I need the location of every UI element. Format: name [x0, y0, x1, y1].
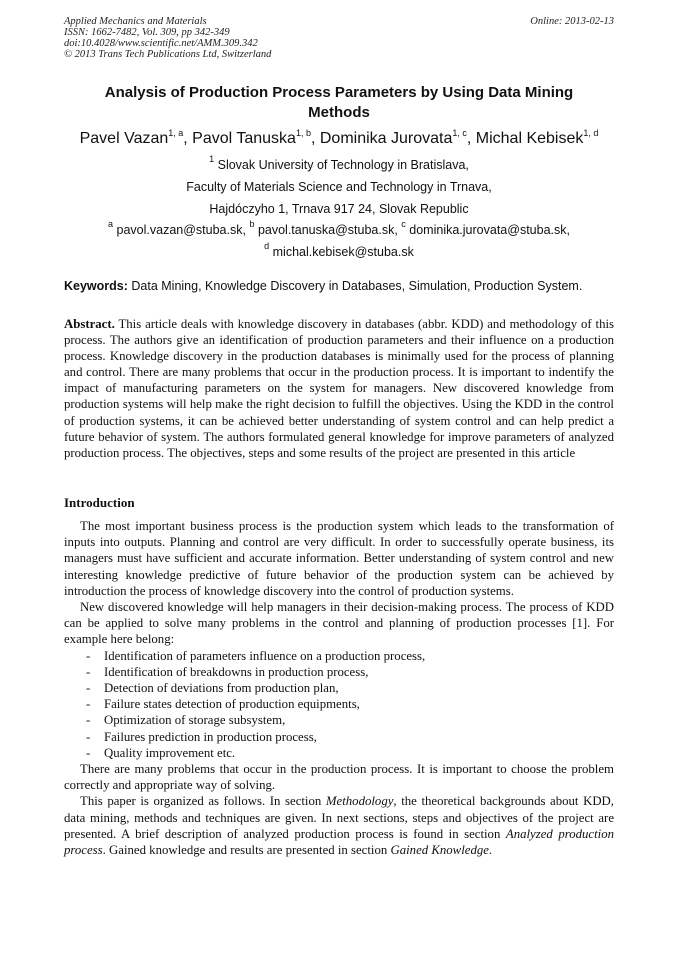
- section-reference: Gained Knowledge: [390, 843, 489, 858]
- email-sup: c: [401, 219, 406, 229]
- list-item-text: Failure states detection of production equipments,: [104, 697, 360, 712]
- list-item-text: Optimization of storage subsystem,: [104, 713, 286, 728]
- text-run: This paper is organized as follows. In section: [80, 794, 326, 809]
- doi-line: doi:10.4028/www.scientific.net/AMM.309.342: [64, 38, 258, 49]
- email-address: pavol.vazan@stuba.sk,: [116, 223, 246, 237]
- list-item: - Quality improvement etc.: [86, 745, 236, 760]
- list-item-text: Detection of deviations from production plan,: [104, 681, 339, 696]
- paragraph: [64, 793, 614, 858]
- abstract: [64, 316, 614, 461]
- journal-name: Applied Mechanics and Materials: [64, 16, 207, 27]
- email-sup: d: [264, 241, 270, 251]
- text-run: . Gained knowledge and results are presented in section: [102, 843, 391, 858]
- keywords-text: Data Mining, Knowledge Discovery in Databases, Simulation, Production System.: [131, 279, 583, 293]
- list-item: - Detection of deviations from production plan,: [86, 681, 339, 696]
- paragraph: The most important business process is the production system which leads to the transformation of inputs into outputs. Planning and control are very difficult. In order to successfully operate business, its managers must have sufficient and accurate information. Better understanding of system control and new interesting knowledge predictive of future behavior of the production system can be achieved by introduction the process of knowledge discovery into the control of production systems.: [64, 519, 614, 598]
- author-sup: 1, b: [295, 128, 311, 138]
- list-item: - Failures prediction in production process,: [86, 729, 317, 744]
- running-header: [64, 16, 614, 60]
- introduction-body: [64, 518, 614, 858]
- list-item: - Failure states detection of production equipments,: [86, 697, 360, 712]
- list-item: - Optimization of storage subsystem,: [86, 713, 286, 728]
- author-sup: 1, c: [452, 128, 467, 138]
- author-name: Dominika Jurovata: [319, 130, 453, 147]
- email-line-1: [40, 219, 638, 238]
- email-address: michal.kebisek@stuba.sk: [272, 245, 414, 259]
- list-item-text: Failures prediction in production process,: [104, 729, 317, 744]
- list-item: - Identification of parameters influence on a production process,: [86, 648, 426, 663]
- copyright-line: © 2013 Trans Tech Publications Ltd, Switzerland: [64, 49, 272, 60]
- section-heading-introduction: Introduction: [64, 495, 135, 510]
- paper-title: Analysis of Production Process Parameters by Using Data Mining Methods: [104, 84, 574, 121]
- section-reference: Analyzed production process: [64, 826, 615, 858]
- list-item-text: Quality improvement etc.: [104, 745, 236, 760]
- email-address: dominika.jurovata@stuba.sk,: [409, 223, 570, 237]
- paragraph: New discovered knowledge will help managers in their decision-making process. The process of KDD can be applied to solve many problems in the control and planning of production processes [1]. For example here belong:: [64, 600, 614, 647]
- author-sup: 1, a: [168, 128, 184, 138]
- keywords-label: Keywords:: [64, 279, 128, 293]
- author-sup: 1, d: [583, 128, 599, 138]
- email-line-2: [40, 241, 638, 260]
- email-sup: a: [108, 219, 114, 229]
- issn-line: ISSN: 1662-7482, Vol. 309, pp 342-349: [64, 27, 230, 38]
- affiliation-line-1: [40, 154, 638, 173]
- abstract-label: Abstract.: [64, 317, 115, 331]
- affiliation-sup: 1: [209, 154, 215, 164]
- affiliation-university: Slovak University of Technology in Bratislava,: [217, 158, 469, 172]
- author-name: Pavel Vazan: [79, 130, 169, 147]
- text-run: , the theoretical backgrounds about KDD, data mining, methods and techniques are given. In next sections, steps and objectives of the project are presented. A brief description of analyzed production process is found in section: [64, 794, 614, 841]
- abstract-text: This article deals with knowledge discovery in databases (abbr. KDD) and methodology of this process. The authors give an identification of production parameters and their influence on a production process. Knowledge discovery in the production databases is minimally used for the process of planning and control. There are many problems that occur in the production process. It is important to indentify the impact of manufacturing parameters on the system for managers. New discovered knowledge from production systems will help make the right decision to fulfill the objectives. Using the KDD in the control of production systems, it can be achieved better understanding of system control and can help predict a future behavior of system. The authors formulated general knowledge for improve parameters of analyzed production process. The objectives, steps and some results of the project are presented in this article: [64, 317, 615, 460]
- paragraph: There are many problems that occur in the production process. It is important to choose the problem correctly and appropriate way of solving.: [64, 762, 614, 793]
- author-name: Michal Kebisek: [475, 130, 584, 147]
- affiliation-address: Hajdóczyho 1, Trnava 917 24, Slovak Republic: [209, 202, 469, 216]
- keywords: [64, 278, 618, 294]
- list-item: - Identification of breakdowns in production process,: [86, 664, 369, 679]
- bullet-list: [64, 648, 614, 761]
- author-list: Pavel Vazan$^{1, a}$, Pavol Tanuska$^{1, b}$, Dominika Jurovata$^{1, c}$, Michal Kebisek$^{1, d}$: [79, 128, 599, 147]
- text-run: .: [488, 843, 493, 858]
- list-item-text: Identification of parameters influence on a production process,: [104, 648, 426, 663]
- author-name: Pavol Tanuska: [192, 130, 296, 147]
- section-reference: Methodology: [325, 794, 394, 809]
- online-date: Online: 2013-02-13: [530, 16, 614, 27]
- email-address: pavol.tanuska@stuba.sk,: [257, 223, 398, 237]
- email-sup: b: [249, 219, 255, 229]
- affiliation-faculty: Faculty of Materials Science and Technology in Trnava,: [186, 180, 492, 194]
- list-item-text: Identification of breakdowns in production process,: [104, 664, 369, 679]
